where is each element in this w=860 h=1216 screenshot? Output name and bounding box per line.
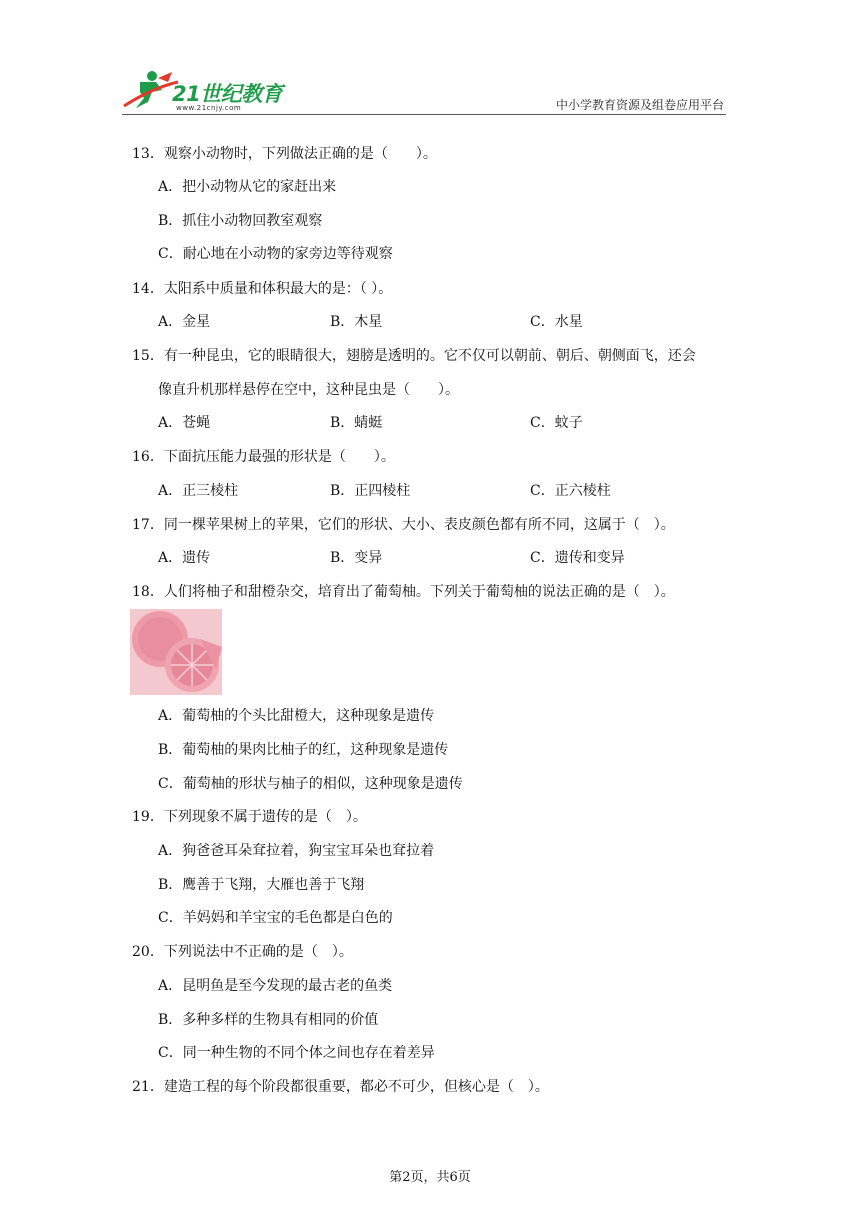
- grapefruit-image: [130, 609, 222, 695]
- q15-option-a: A．苍蝇: [158, 415, 211, 431]
- question-15: 15．有一种昆虫，它的眼睛很大，翅膀是透明的。它不仅可以朝前、朝后、朝侧面飞，还会: [132, 348, 696, 364]
- q15-option-c: C．蚊子: [530, 415, 583, 431]
- q16-option-c: C．正六棱柱: [530, 483, 611, 499]
- q18-option-b: B．葡萄柚的果肉比柚子的红，这种现象是遗传: [158, 742, 449, 758]
- q18-option-a: A．葡萄柚的个头比甜橙大，这种现象是遗传: [158, 708, 435, 724]
- question-16: 16．下面抗压能力最强的形状是（ ）。: [132, 449, 395, 465]
- page-header: [122, 68, 726, 118]
- question-19: 19．下列现象不属于遗传的是（ ）。: [132, 809, 367, 825]
- q16-option-b: B．正四棱柱: [330, 483, 411, 499]
- platform-title: 中小学教育资源及组卷应用平台: [555, 98, 724, 112]
- q19-option-b: B．鹰善于飞翔，大雁也善于飞翔: [158, 877, 365, 893]
- question-21: 21．建造工程的每个阶段都很重要，都必不可少，但核心是（ ）。: [132, 1079, 549, 1095]
- header-divider: [122, 114, 726, 115]
- q19-option-a: A．狗爸爸耳朵耷拉着，狗宝宝耳朵也耷拉着: [158, 843, 435, 859]
- page-number: 第2页，共6页: [389, 1170, 471, 1185]
- q20-option-c: C．同一种生物的不同个体之间也存在着差异: [158, 1045, 435, 1061]
- question-18: 18．人们将柚子和甜橙杂交，培育出了葡萄柚。下列关于葡萄柚的说法正确的是（ ）。: [132, 584, 675, 600]
- q16-option-a: A．正三棱柱: [158, 483, 239, 499]
- question-17: 17．同一棵苹果树上的苹果，它们的形状、大小、表皮颜色都有所不同，这属于（ ）。: [132, 517, 675, 533]
- q17-option-c: C．遗传和变异: [530, 550, 625, 566]
- logo-text: 21世纪教育: [172, 82, 283, 106]
- q14-option-a: A．金星: [158, 314, 211, 330]
- question-15-line2: 像直升机那样悬停在空中，这种昆虫是（ ）。: [158, 382, 459, 398]
- q17-option-a: A．遗传: [158, 550, 211, 566]
- q15-option-b: B．蜻蜓: [330, 415, 383, 431]
- question-13: 13．观察小动物时，下列做法正确的是（ ）。: [132, 146, 437, 162]
- q20-option-b: B．多种多样的生物具有相同的价值: [158, 1012, 379, 1028]
- q20-option-a: A．昆明鱼是至今发现的最古老的鱼类: [158, 978, 393, 994]
- question-14: 14．太阳系中质量和体积最大的是：（ ）。: [132, 281, 393, 297]
- q14-option-c: C．水星: [530, 314, 583, 330]
- q13-option-c: C．耐心地在小动物的家旁边等待观察: [158, 246, 393, 262]
- q17-option-b: B．变异: [330, 550, 383, 566]
- logo-url: www.21cnjy.com: [176, 104, 242, 112]
- q13-option-a: A．把小动物从它的家赶出来: [158, 179, 337, 195]
- q19-option-c: C．羊妈妈和羊宝宝的毛色都是白色的: [158, 910, 393, 926]
- q13-option-b: B．抓住小动物回教室观察: [158, 213, 323, 229]
- question-20: 20．下列说法中不正确的是（ ）。: [132, 944, 353, 960]
- q14-option-b: B．木星: [330, 314, 383, 330]
- q18-option-c: C．葡萄柚的形状与柚子的相似，这种现象是遗传: [158, 776, 463, 792]
